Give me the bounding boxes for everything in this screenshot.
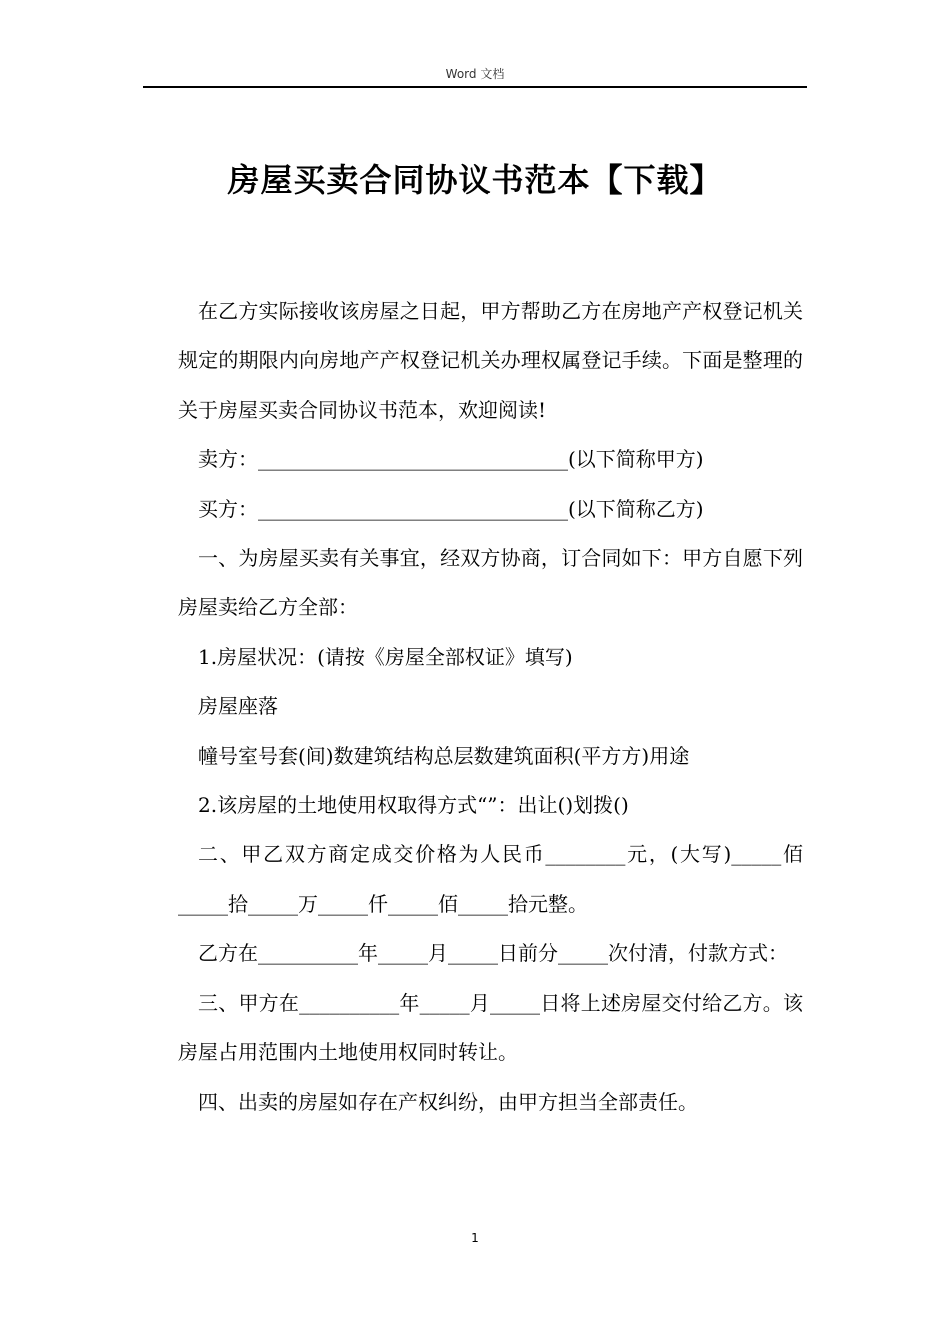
header-divider	[143, 86, 807, 88]
paragraph-buyer: 买方：_______________________________(以下简称乙方)	[198, 496, 704, 521]
paragraph-clause-2-price: 二、甲乙双方商定成交价格为人民币________元，(大写)_____佰_____拾_____万_____仟_____佰_____拾元整。	[178, 842, 803, 916]
document-body	[178, 287, 803, 1127]
paragraph-property-location: 房屋座落	[198, 694, 278, 719]
paragraph-property-details: 幢号室号套(间)数建筑结构总层数建筑面积(平方方)用途	[198, 743, 690, 768]
page-number: 1	[471, 1231, 479, 1245]
document-title: 房屋买卖合同协议书范本【下载】	[227, 161, 723, 199]
paragraph-clause-3-delivery: 三、甲方在__________年_____月_____日将上述房屋交付给乙方。该房屋占用范围内土地使用权同时转让。	[178, 990, 803, 1065]
paragraph-clause-4-dispute: 四、出卖的房屋如存在产权纠纷，由甲方担当全部责任。	[198, 1089, 698, 1114]
paragraph-land-use-right: 2.该房屋的土地使用权取得方式“”：出让()划拨()	[198, 793, 629, 818]
paragraph-seller: 卖方：_______________________________(以下简称甲方)	[198, 447, 704, 472]
paragraph-clause-1: 一、为房屋买卖有关事宜，经双方协商，订合同如下：甲方自愿下列房屋卖给乙方全部：	[178, 546, 803, 620]
paragraph-intro: 在乙方实际接收该房屋之日起，甲方帮助乙方在房地产产权登记机关规定的期限内向房地产产权登记机关办理权属登记手续。下面是整理的关于房屋买卖合同协议书范本，欢迎阅读!	[178, 299, 803, 422]
paragraph-payment: 乙方在__________年_____月_____日前分_____次付清，付款方式：	[198, 941, 788, 966]
paragraph-property-status: 1.房屋状况：(请按《房屋全部权证》填写)	[198, 644, 573, 669]
page-header: Word 文档	[445, 67, 505, 81]
